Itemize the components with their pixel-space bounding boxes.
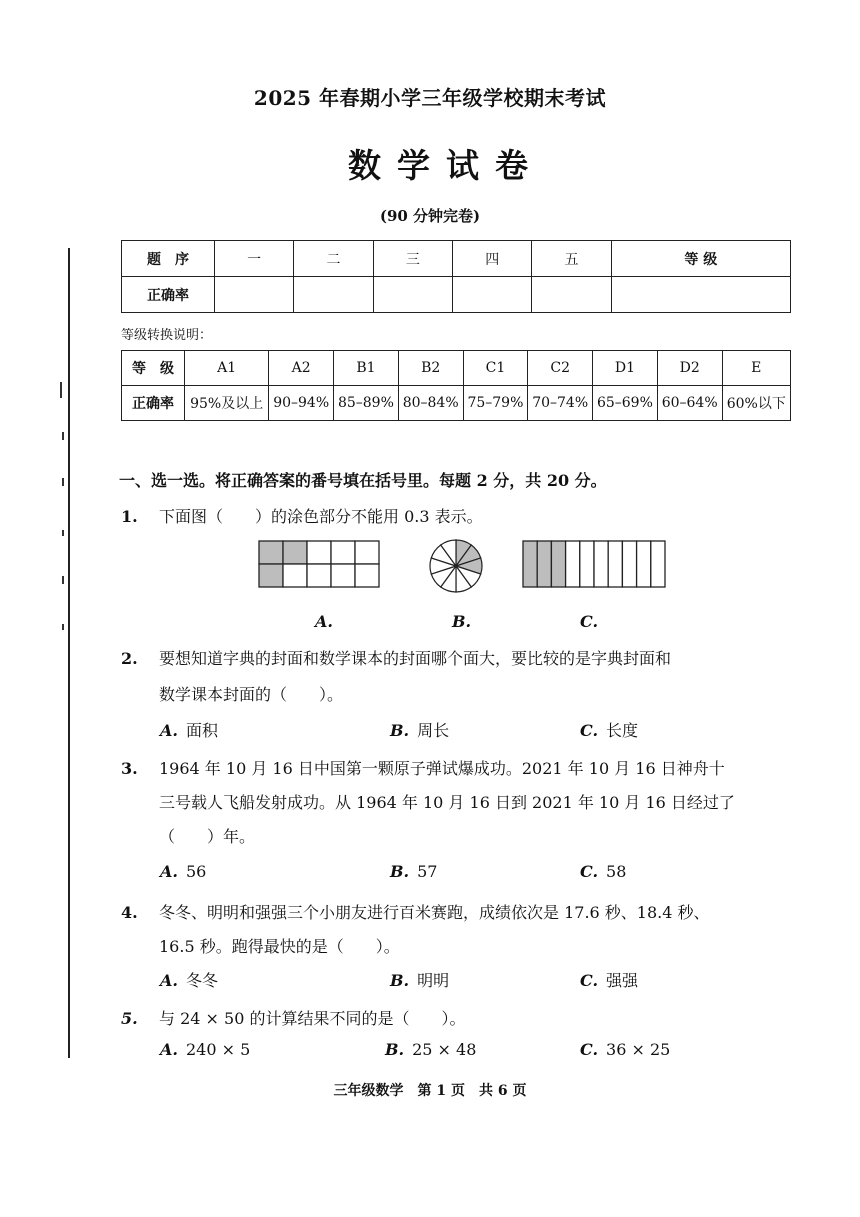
grid-cell	[331, 541, 355, 564]
grid-cell	[307, 564, 331, 587]
score-row-label: 正确率	[122, 277, 215, 313]
q3-option-b[interactable]	[390, 862, 437, 881]
rate-row	[122, 386, 791, 421]
option-letter: B.	[390, 971, 410, 990]
binding-mark	[62, 478, 64, 486]
q5-option-b[interactable]	[385, 1040, 476, 1059]
q5-option-c[interactable]	[580, 1040, 670, 1059]
figure-a-grid	[258, 540, 380, 588]
option-letter: A.	[160, 721, 178, 740]
strip-cell	[537, 541, 551, 587]
binding-mark	[60, 382, 62, 398]
q4-option-a[interactable]	[160, 968, 218, 991]
strip-cell	[622, 541, 636, 587]
grade-cell: C1	[463, 351, 528, 386]
option-text: 240 × 5	[185, 1040, 251, 1059]
rate-cell: 60%以下	[722, 386, 790, 421]
score-header-cell: 一	[215, 241, 294, 277]
rate-cell: 80–84%	[398, 386, 463, 421]
grade-note: 等级转换说明：	[121, 328, 213, 343]
question-text: 三号载人飞船发射成功。从 1964 年 10 月 16 日到 2021 年 10 月 16 日经过了	[159, 793, 735, 812]
section-1-heading: 一、选一选。将正确答案的番号填在括号里。每题 2 分，共 20 分。	[119, 471, 607, 490]
option-text: 周长	[417, 721, 450, 740]
score-header-row	[122, 241, 791, 277]
grade-cell: B1	[334, 351, 399, 386]
figure-c-strips	[522, 540, 666, 588]
score-cell[interactable]	[294, 277, 373, 313]
rate-cell: 95%及以上	[185, 386, 269, 421]
option-c-label: C.	[580, 612, 599, 631]
rate-cell: 75–79%	[463, 386, 528, 421]
grid-cell	[259, 564, 283, 587]
rate-cell: 85–89%	[334, 386, 399, 421]
grade-cell: C2	[528, 351, 593, 386]
rate-cell: 60–64%	[657, 386, 722, 421]
score-rate-row	[122, 277, 791, 313]
option-b-label: B.	[452, 612, 472, 631]
option-letter: B.	[390, 862, 410, 881]
q5-option-a[interactable]	[160, 1040, 250, 1059]
grid-cell	[331, 564, 355, 587]
option-text: 长度	[606, 721, 639, 740]
grid-cell	[259, 541, 283, 564]
question-number: 2.	[121, 649, 138, 668]
rate-cell: 90–94%	[269, 386, 334, 421]
q4-option-c[interactable]	[580, 968, 638, 991]
option-letter: B.	[385, 1040, 405, 1059]
option-letter: A.	[160, 971, 178, 990]
option-letter: C.	[580, 1040, 599, 1059]
grid-cell	[307, 541, 331, 564]
time-note: (90 分钟完卷)	[379, 207, 481, 225]
option-letter: C.	[580, 862, 599, 881]
question-number: 4.	[121, 903, 138, 922]
option-letter: A.	[160, 1040, 178, 1059]
binding-mark	[62, 576, 64, 584]
strip-cell	[651, 541, 665, 587]
q3-option-a[interactable]	[160, 862, 206, 881]
q2-option-b[interactable]	[390, 718, 449, 741]
q2-option-a[interactable]	[160, 718, 218, 741]
strip-cell	[594, 541, 608, 587]
q2-option-c[interactable]	[580, 718, 638, 741]
score-header-cell: 题 序	[122, 241, 215, 277]
question-text: （ ）年。	[159, 827, 256, 846]
score-cell[interactable]	[373, 277, 452, 313]
option-a-label: A.	[315, 612, 333, 631]
rate-row-label: 正确率	[122, 386, 185, 421]
strip-cell	[566, 541, 580, 587]
option-text: 面积	[185, 721, 218, 740]
option-text: 强强	[606, 971, 639, 990]
binding-mark	[62, 530, 64, 536]
question-text: 冬冬、明明和强强三个小朋友进行百米赛跑，成绩依次是 17.6 秒、18.4 秒、	[159, 903, 710, 922]
score-header-cell: 二	[294, 241, 373, 277]
grade-cell: E	[722, 351, 790, 386]
q3-option-c[interactable]	[580, 862, 626, 881]
strip-cell	[637, 541, 651, 587]
score-header-cell: 等 级	[611, 241, 790, 277]
binding-mark	[62, 624, 64, 630]
grade-cell: B2	[398, 351, 463, 386]
question-text: 16.5 秒。跑得最快的是（ ）。	[159, 937, 400, 956]
score-table	[121, 240, 791, 313]
binding-mark	[62, 432, 64, 440]
question-text: 数学课本封面的（ ）。	[159, 685, 344, 704]
score-header-cell: 五	[532, 241, 611, 277]
option-letter: C.	[580, 721, 599, 740]
strip-cell	[608, 541, 622, 587]
option-text: 36 × 25	[606, 1040, 671, 1059]
score-cell[interactable]	[611, 277, 790, 313]
question-number: 5.	[121, 1009, 138, 1028]
question-text: 要想知道字典的封面和数学课本的封面哪个面大，要比较的是字典封面和	[159, 649, 672, 668]
strip-cell	[551, 541, 565, 587]
option-text: 58	[606, 862, 627, 881]
grid-cell	[355, 564, 379, 587]
score-cell[interactable]	[215, 277, 294, 313]
question-text: 1964 年 10 月 16 日中国第一颗原子弹试爆成功。2021 年 10 月 16 日神舟十	[159, 759, 725, 778]
question-text: 下面图（ ）的涂色部分不能用 0.3 表示。	[159, 507, 483, 526]
question-number: 3.	[121, 759, 138, 778]
grade-cell: A1	[185, 351, 269, 386]
option-text: 25 × 48	[412, 1040, 477, 1059]
score-header-cell: 四	[453, 241, 532, 277]
strip-cell	[580, 541, 594, 587]
page-footer: 三年级数学 第 1 页 共 6 页	[333, 1083, 527, 1099]
figure-b-circle	[428, 538, 484, 594]
binding-line	[68, 248, 70, 1058]
grid-cell	[283, 541, 307, 564]
grade-cell: D1	[593, 351, 658, 386]
option-letter: A.	[160, 862, 178, 881]
option-text: 56	[185, 862, 207, 881]
strip-cell	[523, 541, 537, 587]
score-cell[interactable]	[453, 277, 532, 313]
grade-cell: D2	[657, 351, 722, 386]
score-header-cell: 三	[373, 241, 452, 277]
grade-row	[122, 351, 791, 386]
option-text: 57	[417, 862, 438, 881]
exam-title: 2025 年春期小学三年级学校期末考试	[253, 86, 607, 110]
q4-option-b[interactable]	[390, 968, 449, 991]
grid-cell	[283, 564, 307, 587]
option-letter: C.	[580, 971, 599, 990]
main-title: 数学试卷	[348, 146, 544, 185]
option-text: 明明	[417, 971, 450, 990]
grid-cell	[355, 541, 379, 564]
score-cell[interactable]	[532, 277, 611, 313]
rate-cell: 65–69%	[593, 386, 658, 421]
question-text: 与 24 × 50 的计算结果不同的是（ ）。	[159, 1009, 466, 1028]
rate-cell: 70–74%	[528, 386, 593, 421]
grade-row-label: 等 级	[122, 351, 185, 386]
option-letter: B.	[390, 721, 410, 740]
option-text: 冬冬	[185, 971, 218, 990]
grade-cell: A2	[269, 351, 334, 386]
question-number: 1.	[121, 507, 138, 526]
grade-table	[121, 350, 791, 421]
